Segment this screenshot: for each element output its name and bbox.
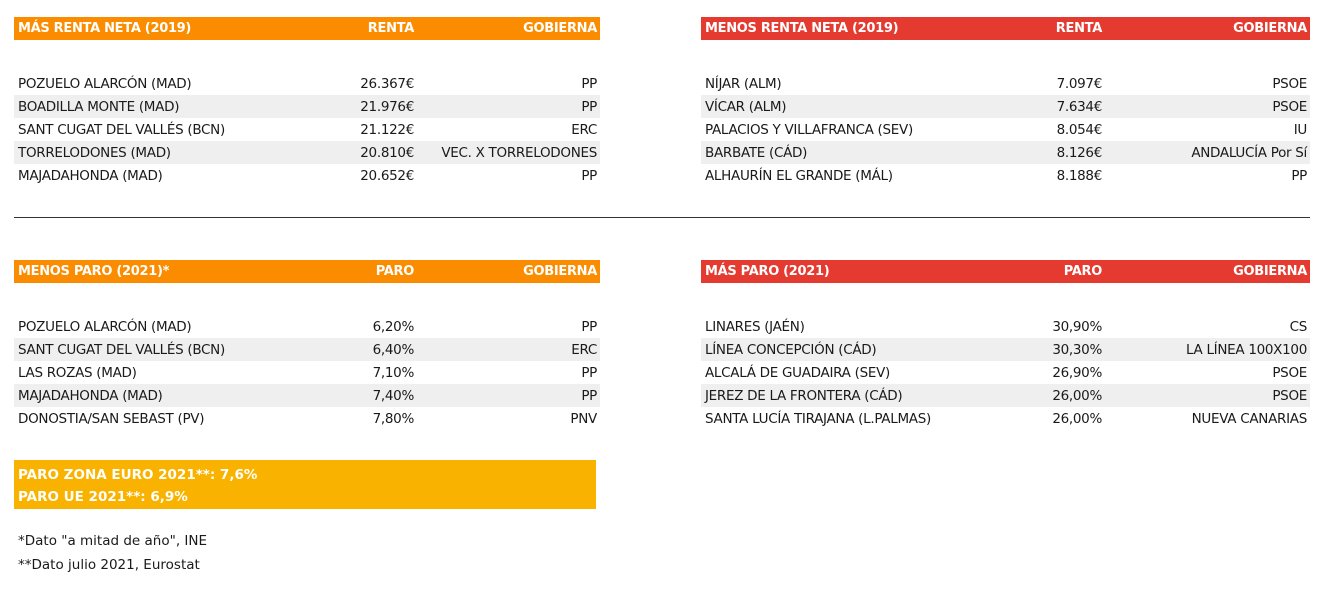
table-row: [701, 407, 1310, 430]
table-row: [701, 338, 1310, 361]
value: 8.126€: [1056, 144, 1102, 161]
table-row: [14, 164, 600, 187]
municipality: BOADILLA MONTE (MAD): [18, 98, 180, 115]
party: PP: [581, 318, 597, 335]
value: 26,00%: [1052, 410, 1102, 427]
table-row: [14, 141, 600, 164]
table-row: [14, 72, 600, 95]
value: 6,20%: [372, 318, 414, 335]
header-gobierna: GOBIERNA: [1233, 21, 1307, 36]
municipality: LINARES (JAÉN): [705, 318, 805, 335]
eurozone-line: PARO ZONA EURO 2021**: 7,6%: [18, 467, 258, 483]
header-gobierna: GOBIERNA: [523, 21, 597, 36]
value: 7.097€: [1056, 75, 1102, 92]
municipality: ALCALÁ DE GUADAIRA (SEV): [705, 364, 890, 381]
value: 8.188€: [1056, 167, 1102, 184]
table-row: [14, 361, 600, 384]
party: PP: [581, 75, 597, 92]
party: PSOE: [1272, 75, 1307, 92]
municipality: BARBATE (CÁD): [705, 144, 808, 161]
table-row: [701, 141, 1310, 164]
value: 30,30%: [1052, 341, 1102, 358]
value: 21.976€: [360, 98, 414, 115]
value: 20.810€: [360, 144, 414, 161]
table-row: [701, 72, 1310, 95]
table-row: [701, 384, 1310, 407]
municipality: PALACIOS Y VILLAFRANCA (SEV): [705, 121, 913, 138]
party: VEC. X TORRELODONES: [441, 144, 597, 161]
party: ERC: [571, 121, 597, 138]
header-value: PARO: [1063, 264, 1102, 279]
header-title: MÁS RENTA NETA (2019): [18, 21, 192, 36]
header-gobierna: GOBIERNA: [1233, 264, 1307, 279]
table-header: [701, 17, 1310, 40]
party: PSOE: [1272, 387, 1307, 404]
municipality: DONOSTIA/SAN SEBAST (PV): [18, 410, 205, 427]
value: 21.122€: [360, 121, 414, 138]
header-title: MÁS PARO (2021): [705, 264, 830, 279]
party: PP: [581, 167, 597, 184]
table-menos-renta: [701, 17, 1310, 187]
municipality: POZUELO ALARCÓN (MAD): [18, 318, 192, 335]
party: IU: [1293, 121, 1307, 138]
party: PP: [581, 98, 597, 115]
municipality: TORRELODONES (MAD): [18, 144, 171, 161]
party: ANDALUCÍA Por Sí: [1191, 144, 1307, 161]
municipality: LAS ROZAS (MAD): [18, 364, 137, 381]
table-row: [14, 95, 600, 118]
municipality: SANT CUGAT DEL VALLÉS (BCN): [18, 121, 225, 138]
table-row: [701, 315, 1310, 338]
table-menos-paro: [14, 260, 600, 430]
value: 7,40%: [372, 387, 414, 404]
table-row: [701, 118, 1310, 141]
table-mas-renta: [14, 17, 600, 187]
municipality: NÍJAR (ALM): [705, 75, 782, 92]
party: CS: [1289, 318, 1307, 335]
party: PP: [1291, 167, 1307, 184]
value: 7,10%: [372, 364, 414, 381]
table-row: [701, 164, 1310, 187]
table-header: [14, 260, 600, 283]
party: ERC: [571, 341, 597, 358]
value: 26,00%: [1052, 387, 1102, 404]
header-value: PARO: [375, 264, 414, 279]
party: PP: [581, 364, 597, 381]
party: PSOE: [1272, 98, 1307, 115]
municipality: LÍNEA CONCEPCIÓN (CÁD): [705, 341, 877, 358]
value: 20.652€: [360, 167, 414, 184]
table-row: [14, 384, 600, 407]
header-value: RENTA: [1055, 21, 1102, 36]
eu-line: PARO UE 2021**: 6,9%: [18, 489, 188, 505]
table-row: [14, 315, 600, 338]
party: PSOE: [1272, 364, 1307, 381]
municipality: JEREZ DE LA FRONTERA (CÁD): [705, 387, 903, 404]
table-header: [701, 260, 1310, 283]
party: PP: [581, 387, 597, 404]
header-value: RENTA: [367, 21, 414, 36]
municipality: MAJADAHONDA (MAD): [18, 387, 163, 404]
table-row: [701, 95, 1310, 118]
municipality: POZUELO ALARCÓN (MAD): [18, 75, 192, 92]
value: 26,90%: [1052, 364, 1102, 381]
eurozone-unemployment-box: [14, 460, 596, 509]
header-title: MENOS RENTA NETA (2019): [705, 21, 899, 36]
table-row: [701, 361, 1310, 384]
municipality: ALHAURÍN EL GRANDE (MÁL): [705, 167, 893, 184]
divider: [14, 217, 1310, 218]
party: NUEVA CANARIAS: [1191, 410, 1307, 427]
footnote-eurostat: **Dato julio 2021, Eurostat: [18, 557, 200, 573]
municipality: SANT CUGAT DEL VALLÉS (BCN): [18, 341, 225, 358]
municipality: VÍCAR (ALM): [705, 98, 787, 115]
header-title: MENOS PARO (2021)*: [18, 264, 170, 279]
header-gobierna: GOBIERNA: [523, 264, 597, 279]
party: PNV: [570, 410, 597, 427]
footnote-ine: *Dato "a mitad de año", INE: [18, 533, 208, 549]
value: 26.367€: [360, 75, 414, 92]
table-mas-paro: [701, 260, 1310, 430]
municipality: SANTA LUCÍA TIRAJANA (L.PALMAS): [705, 410, 931, 427]
value: 7,80%: [372, 410, 414, 427]
value: 30,90%: [1052, 318, 1102, 335]
table-row: [14, 407, 600, 430]
value: 8.054€: [1056, 121, 1102, 138]
party: LA LÍNEA 100X100: [1186, 341, 1307, 358]
value: 6,40%: [372, 341, 414, 358]
table-row: [14, 118, 600, 141]
municipality: MAJADAHONDA (MAD): [18, 167, 163, 184]
table-header: [14, 17, 600, 40]
value: 7.634€: [1056, 98, 1102, 115]
table-row: [14, 338, 600, 361]
